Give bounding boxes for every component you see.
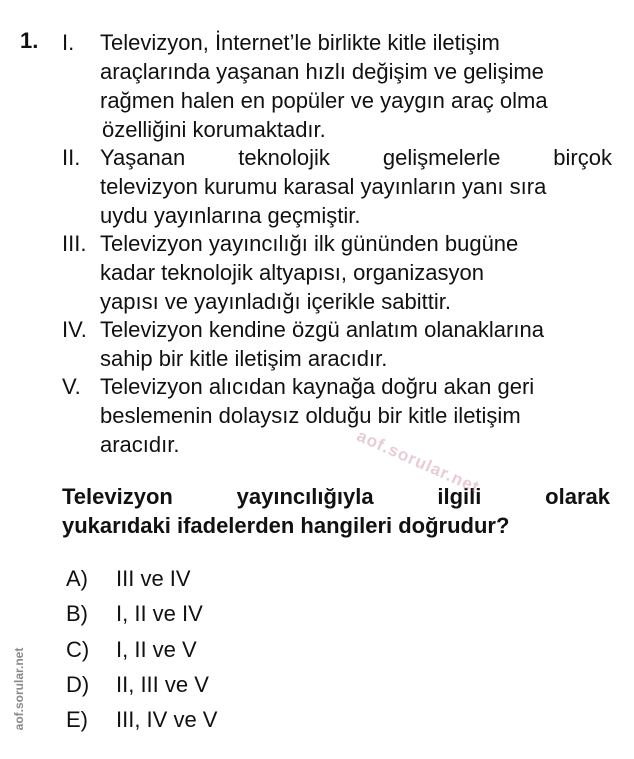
statement-line: aracıdır. — [100, 432, 180, 457]
option-c[interactable] — [66, 637, 217, 672]
statement-line: sahip bir kitle iletişim aracıdır. — [100, 346, 388, 371]
watermark: aof.sorular.net — [354, 425, 483, 498]
statement-numeral: IV. — [62, 317, 87, 342]
option-letter: C) — [66, 636, 90, 662]
question-stem — [62, 482, 610, 540]
statement-line: Yaşanan teknolojik gelişmelerle birçok — [100, 145, 612, 170]
statement-line: araçlarında yaşanan hızlı değişim ve gelişime — [100, 59, 544, 84]
option-b[interactable] — [66, 601, 217, 636]
option-text: I, II ve V — [116, 636, 197, 662]
statement-line: televizyon kurumu karasal yayınların yanı sıra — [100, 174, 547, 199]
option-letter: D) — [66, 671, 90, 697]
statement-line: Televizyon alıcıdan kaynağa doğru akan geri — [100, 374, 535, 399]
question-line: yukarıdaki ifadelerden hangileri doğrudur? — [62, 513, 510, 538]
statement-numeral: III. — [62, 231, 87, 256]
statement-line: beslemenin dolaysız olduğu bir kitle iletişim — [100, 403, 521, 428]
option-letter: E) — [66, 707, 88, 733]
statement-line: kadar teknolojik altyapısı, organizasyon — [100, 260, 484, 285]
option-text: I, II ve IV — [116, 601, 203, 627]
statement-line: rağmen halen en popüler ve yaygın araç olma — [100, 88, 548, 113]
statement-5 — [62, 372, 612, 459]
statement-numeral: II. — [62, 145, 81, 170]
statement-line: Televizyon, İnternet’le birlikte kitle iletişim — [100, 30, 500, 55]
option-e[interactable] — [66, 707, 217, 742]
statement-line: uydu yayınlarına geçmiştir. — [100, 203, 361, 228]
option-text: III ve IV — [116, 566, 191, 591]
option-text: II, III ve V — [116, 671, 209, 697]
question-line: Televizyon yayıncılığıyla ilgili olarak — [62, 484, 610, 509]
statement-3 — [62, 229, 612, 316]
statement-numeral: I. — [62, 30, 75, 55]
option-a[interactable] — [66, 566, 217, 601]
statement-4 — [62, 315, 612, 373]
option-letter: B) — [66, 601, 88, 627]
answer-options — [66, 566, 217, 742]
side-watermark: aof.sorular.net — [12, 647, 26, 731]
option-text: III, IV ve V — [116, 707, 218, 733]
statement-line: yapısı ve yayınladığı içerikle sabittir. — [100, 289, 451, 314]
statement-line: Televizyon yayıncılığı ilk gününden bugüne — [100, 231, 519, 256]
statement-line: Televizyon kendine özgü anlatım olanaklarına — [100, 317, 544, 342]
statement-line: özelliğini korumaktadır. — [102, 117, 326, 142]
option-letter: A) — [66, 566, 88, 591]
question-number: 1. — [20, 28, 39, 53]
statement-1 — [62, 28, 612, 144]
option-d[interactable] — [66, 672, 217, 707]
statement-2 — [62, 143, 612, 230]
statement-numeral: V. — [62, 374, 81, 399]
